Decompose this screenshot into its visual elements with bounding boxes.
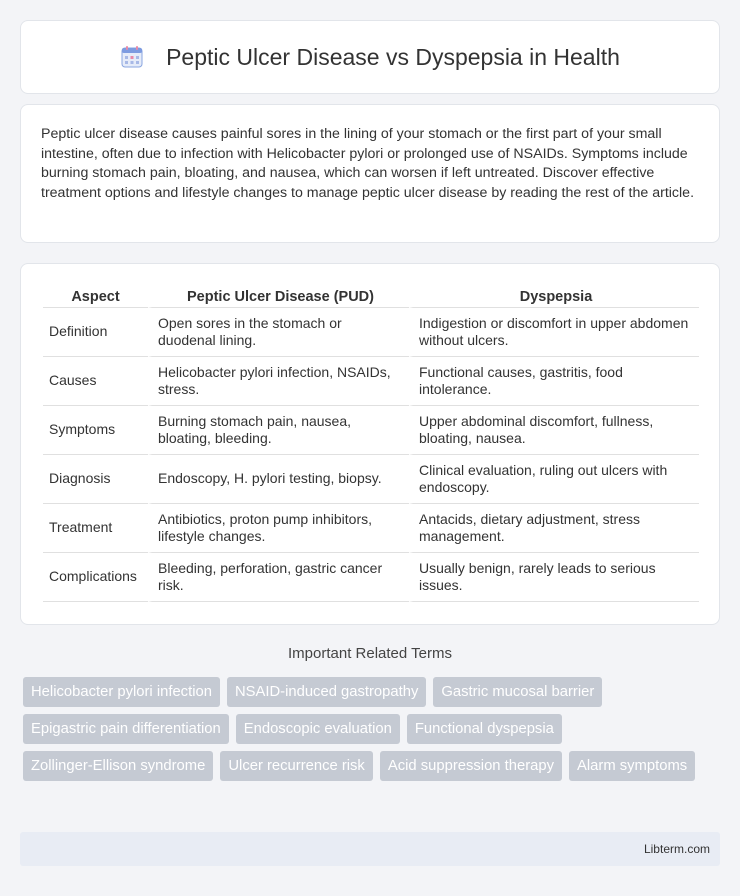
row-aspect: Definition bbox=[43, 308, 148, 357]
header bbox=[120, 44, 620, 71]
intro-card bbox=[20, 104, 720, 243]
table-row bbox=[43, 455, 699, 504]
table-row bbox=[43, 357, 699, 406]
row-aspect: Treatment bbox=[43, 504, 148, 553]
row-aspect: Symptoms bbox=[43, 406, 148, 455]
calendar-icon bbox=[120, 45, 144, 69]
row-dyspepsia: Functional causes, gastritis, food intolerance. bbox=[409, 357, 699, 406]
row-pud: Burning stomach pain, nausea, bloating, bleeding. bbox=[148, 406, 409, 455]
table-row bbox=[43, 504, 699, 553]
row-pud: Antibiotics, proton pump inhibitors, lifestyle changes. bbox=[148, 504, 409, 553]
related-terms-title: Important Related Terms bbox=[288, 645, 452, 662]
intro-text: Peptic ulcer disease causes painful sores in the lining of your stomach or the first part of your small intestine, often due to infection with Helicobacter pylori or prolonged use of NSAIDs. Symptoms include burning stomach pain, bloating, and nausea, which can worsen if left untreated. Discover effective treatment options and lifestyle changes to manage peptic ulcer disease by reading the rest of the article. bbox=[41, 126, 695, 201]
header-aspect: Aspect bbox=[43, 286, 148, 308]
header-dyspepsia: Dyspepsia bbox=[409, 286, 699, 308]
table-row bbox=[43, 308, 699, 357]
row-pud: Helicobacter pylori infection, NSAIDs, stress. bbox=[148, 357, 409, 406]
related-term-tag[interactable]: NSAID-induced gastropathy bbox=[227, 677, 426, 707]
related-term-tag[interactable]: Zollinger-Ellison syndrome bbox=[23, 751, 213, 781]
page-title: Peptic Ulcer Disease vs Dyspepsia in Health bbox=[166, 43, 620, 70]
row-pud: Bleeding, perforation, gastric cancer risk. bbox=[148, 553, 409, 602]
row-dyspepsia: Antacids, dietary adjustment, stress management. bbox=[409, 504, 699, 553]
row-pud: Endoscopy, H. pylori testing, biopsy. bbox=[148, 455, 409, 504]
row-aspect: Causes bbox=[43, 357, 148, 406]
header-pud: Peptic Ulcer Disease (PUD) bbox=[148, 286, 409, 308]
row-dyspepsia: Clinical evaluation, ruling out ulcers with endoscopy. bbox=[409, 455, 699, 504]
related-term-tag[interactable]: Ulcer recurrence risk bbox=[220, 751, 373, 781]
table-row bbox=[43, 553, 699, 602]
related-term-tag[interactable]: Functional dyspepsia bbox=[407, 714, 562, 744]
comparison-table bbox=[43, 286, 699, 602]
related-term-tag[interactable]: Gastric mucosal barrier bbox=[433, 677, 602, 707]
related-term-tag[interactable]: Helicobacter pylori infection bbox=[23, 677, 220, 707]
footer bbox=[20, 832, 720, 866]
row-dyspepsia: Usually benign, rarely leads to serious issues. bbox=[409, 553, 699, 602]
row-dyspepsia: Indigestion or discomfort in upper abdomen without ulcers. bbox=[409, 308, 699, 357]
row-pud: Open sores in the stomach or duodenal lining. bbox=[148, 308, 409, 357]
related-term-tag[interactable]: Alarm symptoms bbox=[569, 751, 695, 781]
row-aspect: Complications bbox=[43, 553, 148, 602]
footer-site-link[interactable]: Libterm.com bbox=[643, 842, 710, 856]
table-header-row bbox=[43, 286, 699, 308]
header-card bbox=[20, 20, 720, 94]
related-terms-list bbox=[23, 677, 723, 781]
comparison-card bbox=[20, 263, 720, 625]
table-row bbox=[43, 406, 699, 455]
row-dyspepsia: Upper abdominal discomfort, fullness, bloating, nausea. bbox=[409, 406, 699, 455]
related-term-tag[interactable]: Endoscopic evaluation bbox=[236, 714, 400, 744]
related-term-tag[interactable]: Epigastric pain differentiation bbox=[23, 714, 229, 744]
related-term-tag[interactable]: Acid suppression therapy bbox=[380, 751, 562, 781]
row-aspect: Diagnosis bbox=[43, 455, 148, 504]
